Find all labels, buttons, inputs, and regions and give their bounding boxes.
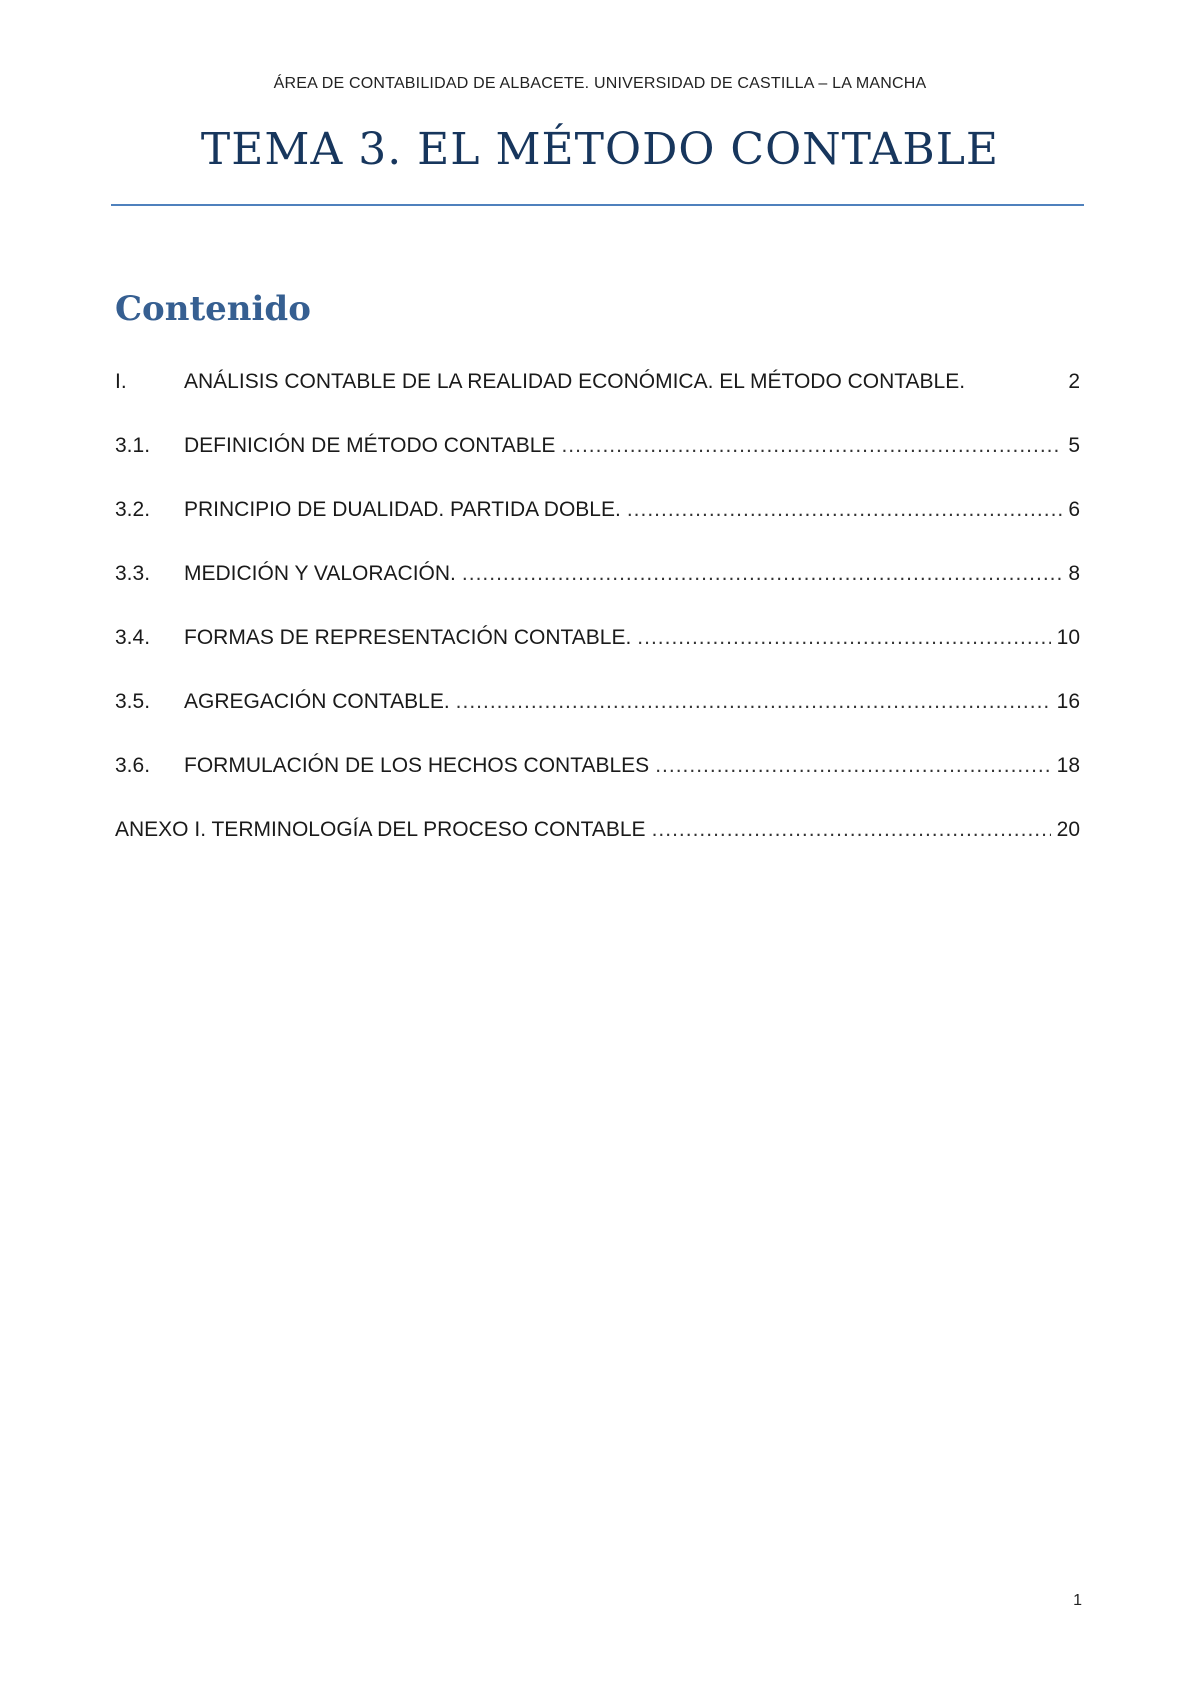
toc-entry-title: ANÁLISIS CONTABLE DE LA REALIDAD ECONÓMICA. EL MÉTODO CONTABLE. [184,370,966,393]
toc-entry[interactable] [115,754,1080,818]
toc-heading: Contenido [115,289,311,329]
toc-entry-leader [627,498,1062,522]
document-title: TEMA 3. EL MÉTODO CONTABLE [200,124,1000,175]
toc-entry-leader [637,626,1050,650]
toc-entry-leader [561,434,1062,458]
toc-entry-number: 3.3. [115,562,151,585]
table-of-contents [115,370,1080,882]
toc-entry-number: 3.4. [115,626,151,649]
toc-entry-title: PRINCIPIO DE DUALIDAD. PARTIDA DOBLE. [184,498,621,521]
toc-entry-number: 3.2. [115,498,151,521]
toc-entry-number: 3.1. [115,434,151,457]
toc-entry-number: 3.6. [115,754,151,777]
toc-entry[interactable] [115,626,1080,690]
page-number: 1 [1073,1592,1082,1609]
toc-entry-page: 6 [1068,498,1080,521]
toc-entry-page: 10 [1056,626,1080,649]
toc-entry-title: FORMAS DE REPRESENTACIÓN CONTABLE. [184,626,632,649]
toc-entry[interactable] [115,434,1080,498]
toc-entry-page: 16 [1056,690,1080,713]
toc-entry-page: 5 [1068,434,1080,457]
toc-entry-title: ANEXO I. TERMINOLOGÍA DEL PROCESO CONTABLE [115,818,646,841]
toc-entry[interactable] [115,498,1080,562]
toc-entry-number: I. [115,370,127,393]
toc-entry[interactable] [115,690,1080,754]
toc-entry-leader [462,562,1062,586]
toc-entry-title: FORMULACIÓN DE LOS HECHOS CONTABLES [184,754,650,777]
toc-entry[interactable] [115,370,1080,434]
running-header: ÁREA DE CONTABILIDAD DE ALBACETE. UNIVERSIDAD DE CASTILLA – LA MANCHA [273,75,927,92]
toc-entry-page: 2 [1068,370,1080,393]
toc-entry-number: 3.5. [115,690,151,713]
toc-entry-title: MEDICIÓN Y VALORACIÓN. [184,562,456,585]
toc-entry-leader [652,818,1051,842]
toc-entry-page: 18 [1056,754,1080,777]
toc-entry-title: DEFINICIÓN DE MÉTODO CONTABLE [184,434,556,457]
toc-entry-page: 8 [1068,562,1080,585]
toc-entry[interactable] [115,562,1080,626]
toc-entry-title: AGREGACIÓN CONTABLE. [184,690,450,713]
toc-entry-leader [456,690,1051,714]
toc-entry-leader [655,754,1050,778]
toc-entry-page: 20 [1056,818,1080,841]
toc-entry-annex[interactable] [115,818,1080,882]
title-underline [111,204,1084,206]
